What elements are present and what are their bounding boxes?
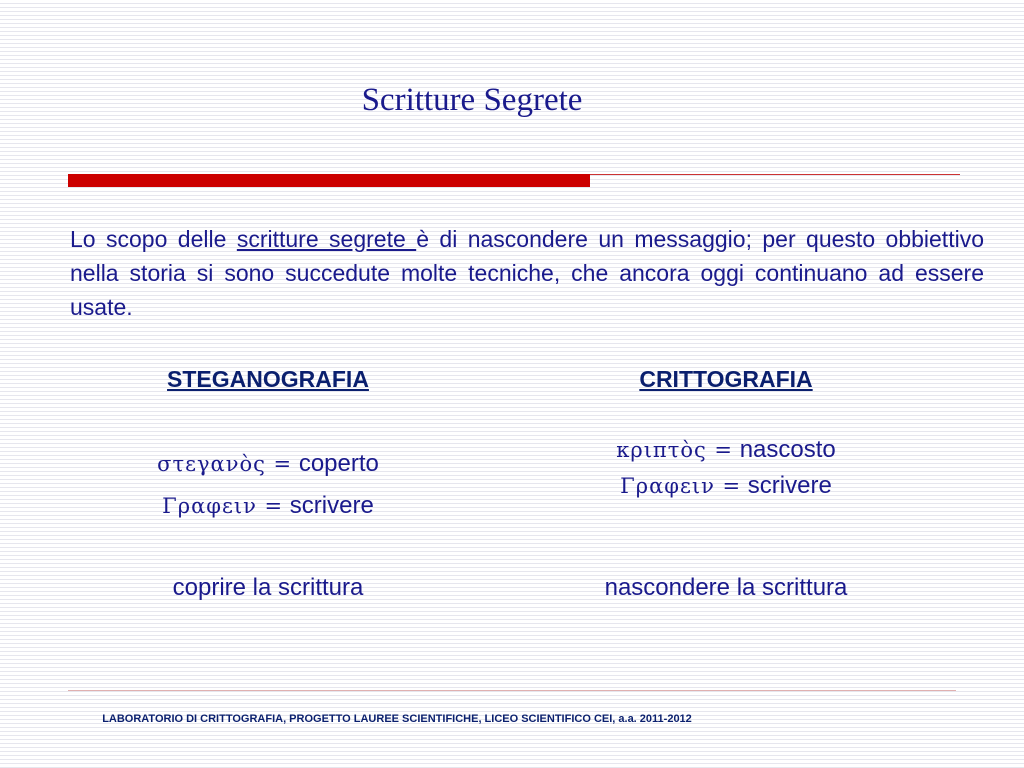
crittografia-heading: CRITTOGRAFIA [639, 366, 813, 392]
greek-graphein: Γραφειν = [162, 494, 284, 518]
greek-kriptos: κριπτὸς = [616, 438, 734, 462]
crittografia-etymology-2 [560, 472, 892, 500]
title-red-rule [68, 174, 590, 187]
steganografia-meaning: coprire la scrittura [172, 574, 364, 601]
greek-graphein: Γραφειν = [620, 474, 742, 498]
meaning-scrivere: scrivere [289, 492, 374, 519]
slide-title: Scritture Segrete [361, 82, 583, 118]
footer-rule [68, 690, 956, 691]
footer-text: LABORATORIO DI CRITTOGRAFIA, PROGETTO LAUREE SCIENTIFICHE, LICEO SCIENTIFICO CEI, a.a. 2011-2012 [102, 713, 692, 725]
title-thin-rule [590, 174, 960, 175]
steganografia-etymology-2 [130, 492, 406, 520]
meaning-scrivere: scrivere [747, 472, 832, 499]
crittografia-meaning: nascondere la scrittura [604, 574, 848, 601]
intro-underlined-term: scritture segrete [236, 226, 417, 252]
intro-text-start: Lo scopo delle [70, 226, 237, 252]
meaning-coperto: coperto [298, 450, 379, 477]
meaning-nascosto: nascosto [739, 436, 836, 463]
steganografia-heading: STEGANOGRAFIA [167, 366, 369, 392]
greek-steganos: στεγανὸς = [157, 452, 293, 476]
steganografia-etymology-1 [130, 450, 406, 478]
crittografia-etymology-1 [560, 436, 892, 464]
intro-paragraph [70, 222, 984, 324]
intro-text-end: è di nascondere un messaggio; per questo obbiettivo nella storia si sono succedute molte tecniche, che ancora oggi continuano ad essere usate. [70, 226, 984, 320]
